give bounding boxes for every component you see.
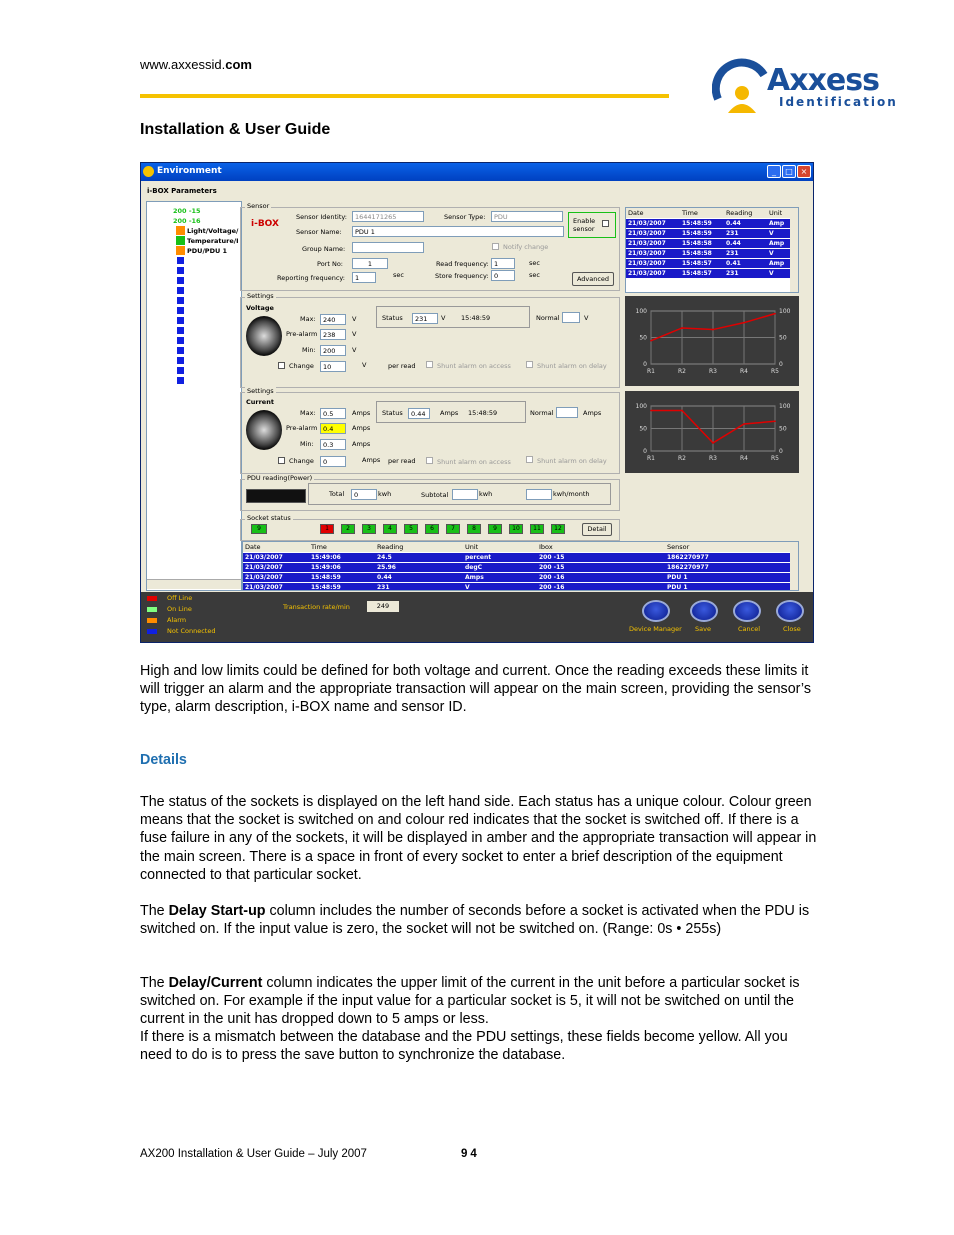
page-number: 94 bbox=[461, 1148, 480, 1160]
total-label: Total bbox=[329, 490, 345, 498]
table-cell: Amps bbox=[465, 574, 484, 581]
tree-node-pdu[interactable]: PDU/PDU 1 bbox=[187, 247, 228, 255]
data-point bbox=[712, 442, 714, 444]
bottom-panel bbox=[141, 592, 813, 642]
notify-checkbox[interactable] bbox=[492, 243, 499, 250]
bold-term: Delay/Current bbox=[168, 975, 263, 991]
table-cell: 15:49:06 bbox=[311, 554, 341, 561]
url-suffix: com bbox=[225, 57, 252, 72]
table-cell: 200 -16 bbox=[539, 584, 565, 591]
col-reading: Reading bbox=[377, 543, 404, 551]
table-row[interactable] bbox=[243, 563, 798, 573]
transactions-scrollbar[interactable] bbox=[790, 542, 799, 591]
table-row[interactable] bbox=[626, 239, 798, 249]
table-cell: 0.41 bbox=[726, 260, 741, 267]
v-max-label: Max: bbox=[300, 315, 316, 323]
y-tick-label-left: 100 bbox=[635, 403, 647, 410]
bold-term: Delay Start-up bbox=[168, 903, 266, 919]
c-max-field[interactable]: 0.5 bbox=[320, 408, 346, 419]
environment-window bbox=[140, 162, 814, 643]
legend-label: On Line bbox=[167, 605, 192, 613]
table-cell: 15:48:59 bbox=[311, 574, 341, 581]
ibox-tree[interactable] bbox=[146, 201, 242, 591]
v-change-label: Change bbox=[289, 362, 314, 370]
col-unit: Unit bbox=[769, 209, 783, 217]
voltage-legend: Settings bbox=[247, 292, 274, 300]
v-shunt-access-label: Shunt alarm on access bbox=[437, 362, 511, 370]
table-cell: 15:48:59 bbox=[311, 584, 341, 591]
v-status-field: 231 bbox=[412, 313, 438, 324]
c-shunt-access-label: Shunt alarm on access bbox=[437, 458, 511, 466]
y-tick-label-left: 50 bbox=[639, 425, 647, 433]
v-status-label: Status bbox=[382, 314, 403, 322]
legend-swatch bbox=[147, 618, 157, 623]
device-manager-label: Device Manager bbox=[629, 625, 682, 633]
data-point bbox=[650, 410, 652, 412]
v-shunt-delay-label: Shunt alarm on delay bbox=[537, 362, 607, 370]
table-cell: 15:48:58 bbox=[682, 240, 712, 247]
y-tick-label-left: 0 bbox=[643, 448, 647, 455]
socket-square-icon bbox=[176, 286, 185, 295]
window-title: Environment bbox=[157, 166, 222, 176]
v-max-unit: V bbox=[352, 315, 357, 323]
col-time: Time bbox=[682, 209, 698, 217]
v-min-label: Min: bbox=[302, 346, 316, 354]
table-cell: 200 -15 bbox=[539, 554, 565, 561]
table-cell: 0.44 bbox=[726, 220, 741, 227]
v-min-field[interactable]: 200 bbox=[320, 345, 346, 356]
logo-wordmark: Axxess bbox=[767, 63, 879, 98]
legend-swatch bbox=[147, 596, 157, 601]
status-square-icon bbox=[176, 226, 185, 235]
table-cell: 21/03/2007 bbox=[245, 574, 283, 581]
port-field[interactable]: 1 bbox=[352, 258, 388, 269]
reporting-label: Reporting frequency: bbox=[277, 274, 345, 282]
table-row[interactable] bbox=[626, 219, 798, 229]
advanced-button[interactable]: Advanced bbox=[572, 272, 614, 286]
name-field[interactable]: PDU 1 bbox=[352, 226, 564, 237]
total-kwh: kwh bbox=[378, 490, 392, 498]
socket-7[interactable]: 7 bbox=[446, 524, 460, 534]
table-cell: percent bbox=[465, 554, 492, 561]
data-point bbox=[681, 410, 683, 412]
page-title: Installation & User Guide bbox=[140, 121, 331, 138]
y-tick-label-left: 0 bbox=[643, 361, 647, 368]
store-sec: sec bbox=[529, 271, 540, 279]
v-status-time: 15:48:59 bbox=[461, 314, 491, 322]
socket-square-icon bbox=[176, 266, 185, 275]
enable-sensor-checkbox[interactable] bbox=[602, 220, 609, 227]
table-row[interactable] bbox=[626, 269, 798, 279]
table-cell: 21/03/2007 bbox=[628, 220, 666, 227]
pdu-legend: PDU reading(Power) bbox=[247, 474, 313, 482]
socket-8[interactable]: 8 bbox=[467, 524, 481, 534]
subtotal-label: Subtotal bbox=[421, 491, 449, 499]
paragraph-limits: High and low limits could be defined for both voltage and current. Once the reading exceeds these limits it will trigger an alarm and the appropriate transaction will appear on the main screen, providing the sensor’s type, alarm description, i-BOX name and sensor ID. bbox=[140, 663, 811, 716]
y-tick-label-right: 50 bbox=[779, 425, 787, 433]
x-tick-label: R2 bbox=[678, 368, 686, 375]
v-min-unit: V bbox=[352, 346, 357, 354]
transactions-header bbox=[243, 542, 798, 552]
minimize-button[interactable]: _ bbox=[767, 165, 781, 178]
table-cell: 231 bbox=[726, 270, 739, 277]
c-min-unit: Amps bbox=[352, 440, 371, 448]
legend-label: Off Line bbox=[167, 594, 193, 602]
c-min-label: Min: bbox=[300, 440, 314, 448]
month-unit: kwh/month bbox=[553, 490, 590, 498]
table-cell: V bbox=[769, 270, 774, 277]
table-cell: 1862270977 bbox=[667, 554, 709, 561]
voltage-chart-svg bbox=[625, 296, 799, 386]
v-change-field[interactable]: 10 bbox=[320, 361, 346, 372]
type-field[interactable]: PDU bbox=[491, 211, 563, 222]
table-row[interactable] bbox=[243, 583, 798, 591]
status-square-icon bbox=[176, 246, 185, 255]
ibox-parameters-label: i-BOX Parameters bbox=[147, 187, 217, 195]
v-shunt-delay-checkbox[interactable] bbox=[526, 361, 533, 368]
text: column indicates the upper limit of the current in the unit before a particular socket is switched on. For example if the input value for a particular socket is 5, it will not be switched on until the current in the unit has dropped down to 5 amps or less. bbox=[140, 975, 800, 1028]
v-normal-field[interactable] bbox=[562, 312, 580, 323]
socket-square-icon bbox=[176, 276, 185, 285]
group-label: Group Name: bbox=[302, 245, 346, 253]
paragraph-delay-startup bbox=[140, 902, 820, 938]
cancel-label: Cancel bbox=[738, 625, 761, 633]
pdu-lcd-display bbox=[246, 489, 306, 503]
socket-summary: 9 bbox=[251, 524, 267, 534]
legend-label: Not Connected bbox=[167, 627, 216, 635]
c-shunt-delay-checkbox[interactable] bbox=[526, 456, 533, 463]
subtotal-kwh: kwh bbox=[479, 490, 493, 498]
text: The bbox=[140, 903, 169, 919]
v-prealarm-unit: V bbox=[352, 330, 357, 338]
ibox-brand: i-BOX bbox=[251, 219, 279, 229]
transactions-table[interactable] bbox=[242, 541, 799, 591]
logo-subtitle: Identification bbox=[779, 95, 898, 109]
detail-button[interactable]: Detail bbox=[582, 523, 612, 536]
text: column includes the number of seconds before a socket is activated when the PDU is switched on. If the input value is zero, the socket will not be switched on. (Range: 0s • 255s) bbox=[140, 903, 810, 938]
socket-square-icon bbox=[176, 256, 185, 265]
window-titlebar bbox=[141, 163, 813, 181]
table-row[interactable] bbox=[243, 573, 798, 583]
table-cell: 0.44 bbox=[377, 574, 392, 581]
c-normal-field[interactable] bbox=[556, 407, 578, 418]
tree-scrollbar[interactable] bbox=[147, 579, 241, 589]
x-tick-label: R3 bbox=[709, 455, 717, 462]
y-tick-label-right: 0 bbox=[779, 448, 783, 455]
close-button[interactable] bbox=[776, 600, 804, 622]
c-max-unit: Amps bbox=[352, 409, 371, 417]
identity-label: Sensor Identity: bbox=[296, 213, 347, 221]
table-cell: 1862270977 bbox=[667, 564, 709, 571]
table-cell: 24.5 bbox=[377, 554, 392, 561]
x-tick-label: R5 bbox=[771, 368, 779, 375]
close-label: Close bbox=[783, 625, 801, 633]
legend-label: Alarm bbox=[167, 616, 187, 624]
socket-square-icon bbox=[176, 346, 185, 355]
current-gauge-icon bbox=[246, 410, 282, 450]
socket-square-icon bbox=[176, 336, 185, 345]
enable-sensor-label: Enable sensor bbox=[573, 217, 596, 233]
type-label: Sensor Type: bbox=[444, 213, 486, 221]
table-cell: 25.96 bbox=[377, 564, 396, 571]
table-cell: PDU 1 bbox=[667, 574, 688, 581]
read-sec: sec bbox=[529, 259, 540, 267]
x-tick-label: R3 bbox=[709, 368, 717, 375]
footer-text: AX200 Installation & User Guide – July 2007 bbox=[140, 1148, 367, 1160]
socket-square-icon bbox=[176, 376, 185, 385]
socket-square-icon bbox=[176, 306, 185, 315]
table-cell: 21/03/2007 bbox=[628, 230, 666, 237]
device-manager-button[interactable] bbox=[642, 600, 670, 622]
save-label: Save bbox=[695, 625, 711, 633]
v-max-field[interactable]: 240 bbox=[320, 314, 346, 325]
subtotal-field bbox=[452, 489, 478, 500]
col-date: Date bbox=[245, 543, 261, 551]
table-cell: Amp bbox=[769, 220, 785, 227]
table-cell: 15:48:57 bbox=[682, 270, 712, 277]
v-status-unit: V bbox=[441, 314, 446, 322]
voltage-gauge-icon bbox=[246, 316, 282, 356]
socket-10[interactable]: 10 bbox=[509, 524, 523, 534]
socket-square-icon bbox=[176, 356, 185, 365]
header-divider bbox=[140, 94, 669, 98]
col-date: Date bbox=[628, 209, 644, 217]
table-cell: 231 bbox=[726, 230, 739, 237]
readings-table-header bbox=[626, 208, 798, 218]
voltage-chart bbox=[625, 296, 799, 386]
read-field[interactable]: 1 bbox=[491, 258, 515, 269]
v-normal-label: Normal bbox=[536, 314, 560, 322]
save-button[interactable] bbox=[690, 600, 718, 622]
y-tick-label-left: 100 bbox=[635, 308, 647, 315]
x-tick-label: R2 bbox=[678, 455, 686, 462]
transaction-rate-label: Transaction rate/min bbox=[283, 603, 350, 611]
col-sensor: Sensor bbox=[667, 543, 690, 551]
table-cell: 21/03/2007 bbox=[628, 240, 666, 247]
header-url[interactable] bbox=[140, 57, 252, 72]
total-field: 0 bbox=[351, 489, 377, 500]
socket-square-icon bbox=[176, 296, 185, 305]
table-cell: degC bbox=[465, 564, 483, 571]
tree-node-200-15[interactable]: 200 -15 bbox=[173, 207, 201, 215]
store-field[interactable]: 0 bbox=[491, 270, 515, 281]
reporting-sec: sec bbox=[393, 271, 404, 279]
c-per-read: per read bbox=[388, 457, 416, 465]
table-cell: 21/03/2007 bbox=[245, 554, 283, 561]
c-min-field[interactable]: 0.3 bbox=[320, 439, 346, 450]
table-cell: 21/03/2007 bbox=[628, 270, 666, 277]
c-status-time: 15:48:59 bbox=[468, 409, 498, 417]
axxess-logo-icon bbox=[712, 55, 770, 115]
sensor-legend: Sensor bbox=[247, 202, 270, 210]
legend-swatch bbox=[147, 629, 157, 634]
c-prealarm-unit: Amps bbox=[352, 424, 371, 432]
paragraph-delay-current bbox=[140, 974, 820, 1029]
table-cell: 231 bbox=[377, 584, 390, 591]
table-cell: PDU 1 bbox=[667, 584, 688, 591]
table-cell: 231 bbox=[726, 250, 739, 257]
tree-node-light[interactable]: Light/Voltage/ bbox=[187, 227, 239, 235]
data-point bbox=[774, 313, 776, 315]
x-tick-label: R1 bbox=[647, 455, 655, 462]
socket-4[interactable]: 4 bbox=[383, 524, 397, 534]
table-cell: 0.44 bbox=[726, 240, 741, 247]
table-row[interactable] bbox=[626, 249, 798, 259]
socket-square-icon bbox=[176, 326, 185, 335]
port-label: Port No: bbox=[317, 260, 343, 268]
x-tick-label: R5 bbox=[771, 455, 779, 462]
c-status-label: Status bbox=[382, 409, 403, 417]
reporting-field[interactable]: 1 bbox=[352, 272, 376, 283]
socket-6[interactable]: 6 bbox=[425, 524, 439, 534]
socket-3[interactable]: 3 bbox=[362, 524, 376, 534]
v-prealarm-label: Pre-alarm bbox=[286, 330, 318, 338]
y-tick-label-right: 50 bbox=[779, 334, 787, 342]
cancel-button[interactable] bbox=[733, 600, 761, 622]
app-icon bbox=[143, 166, 154, 177]
v-change-checkbox[interactable] bbox=[278, 362, 285, 369]
c-change-checkbox[interactable] bbox=[278, 457, 285, 464]
y-tick-label-right: 0 bbox=[779, 361, 783, 368]
data-point bbox=[774, 421, 776, 423]
transaction-rate-value: 249 bbox=[367, 601, 399, 612]
table-cell: 15:48:59 bbox=[682, 230, 712, 237]
table-cell: 15:48:58 bbox=[682, 250, 712, 257]
tree-node-200-16[interactable]: 200 -16 bbox=[173, 217, 201, 225]
c-normal-unit: Amps bbox=[583, 409, 602, 417]
c-change-unit: Amps bbox=[362, 456, 381, 464]
store-label: Store frequency: bbox=[435, 272, 489, 280]
c-status-field: 0.44 bbox=[408, 408, 430, 419]
notify-label: Notify change bbox=[503, 243, 549, 251]
x-tick-label: R1 bbox=[647, 368, 655, 375]
read-label: Read frequency: bbox=[436, 260, 489, 268]
current-chart-svg bbox=[625, 391, 799, 473]
y-tick-label-left: 50 bbox=[639, 334, 647, 342]
table-cell: 15:48:57 bbox=[682, 260, 712, 267]
table-row[interactable] bbox=[243, 553, 798, 563]
c-change-field[interactable]: 0 bbox=[320, 456, 346, 467]
table-cell: 21/03/2007 bbox=[245, 564, 283, 571]
data-point bbox=[681, 327, 683, 329]
table-cell: 21/03/2007 bbox=[628, 250, 666, 257]
socket-1[interactable]: 1 bbox=[320, 524, 334, 534]
table-row[interactable] bbox=[626, 259, 798, 269]
table-cell: Amp bbox=[769, 260, 785, 267]
table-cell: V bbox=[769, 250, 774, 257]
v-change-unit: V bbox=[362, 361, 367, 369]
table-cell: 15:49:06 bbox=[311, 564, 341, 571]
y-tick-label-right: 100 bbox=[779, 308, 791, 315]
c-status-unit: Amps bbox=[440, 409, 459, 417]
table-cell: Amp bbox=[769, 240, 785, 247]
paragraph-socket-status: The status of the sockets is displayed on the left hand side. Each status has a unique colour. Colour green means that the socket is switched on and colour red indicates that the socket is switched off. If there is a fuse failure in any of the sockets, it will be displayed in amber and the appropriate transaction will appear in the main screen. There is a space in front of every socket to enter a brief description of the equipment connected to that particular socket. bbox=[140, 794, 817, 883]
socket-11[interactable]: 11 bbox=[530, 524, 544, 534]
v-prealarm-field[interactable]: 238 bbox=[320, 329, 346, 340]
data-point bbox=[743, 322, 745, 324]
group-field[interactable] bbox=[352, 242, 424, 253]
col-unit: Unit bbox=[465, 543, 479, 551]
v-per-read: per read bbox=[388, 362, 416, 370]
c-change-label: Change bbox=[289, 457, 314, 465]
data-point bbox=[712, 329, 714, 331]
socket-square-icon bbox=[176, 316, 185, 325]
c-normal-label: Normal bbox=[530, 409, 554, 417]
c-max-label: Max: bbox=[300, 409, 316, 417]
month-field bbox=[526, 489, 552, 500]
socket-5[interactable]: 5 bbox=[404, 524, 418, 534]
socket-12[interactable]: 12 bbox=[551, 524, 565, 534]
table-row[interactable] bbox=[626, 229, 798, 239]
table-cell: 15:48:59 bbox=[682, 220, 712, 227]
data-point bbox=[743, 423, 745, 425]
table-cell: 200 -16 bbox=[539, 574, 565, 581]
tree-node-temperature[interactable]: Temperature/I bbox=[187, 237, 239, 245]
x-tick-label: R4 bbox=[740, 455, 748, 462]
readings-scrollbar[interactable] bbox=[790, 208, 799, 293]
c-prealarm-label: Pre-alarm bbox=[286, 424, 318, 432]
current-legend: Settings bbox=[247, 387, 274, 395]
col-reading: Reading bbox=[726, 209, 753, 217]
identity-field[interactable]: 1644171265 bbox=[352, 211, 424, 222]
close-window-button[interactable]: × bbox=[797, 165, 811, 178]
maximize-button[interactable]: □ bbox=[782, 165, 796, 178]
c-prealarm-field[interactable]: 0.4 bbox=[320, 423, 346, 434]
details-heading: Details bbox=[140, 752, 187, 768]
legend-swatch bbox=[147, 607, 157, 612]
v-normal-unit: V bbox=[584, 314, 589, 322]
socket-9[interactable]: 9 bbox=[488, 524, 502, 534]
table-cell: 21/03/2007 bbox=[245, 584, 283, 591]
col-ibox: Ibox bbox=[539, 543, 553, 551]
socket-2[interactable]: 2 bbox=[341, 524, 355, 534]
text: The bbox=[140, 975, 169, 991]
col-time: Time bbox=[311, 543, 327, 551]
table-cell: V bbox=[465, 584, 470, 591]
y-tick-label-right: 100 bbox=[779, 403, 791, 410]
current-chart bbox=[625, 391, 799, 473]
name-label: Sensor Name: bbox=[296, 228, 342, 236]
status-square-icon bbox=[176, 236, 185, 245]
url-prefix: www.axxessid. bbox=[140, 57, 226, 72]
v-shunt-access-checkbox[interactable] bbox=[426, 361, 433, 368]
socket-legend: Socket status bbox=[247, 514, 291, 522]
voltage-title: Voltage bbox=[246, 304, 274, 312]
table-cell: 21/03/2007 bbox=[628, 260, 666, 267]
current-title: Current bbox=[246, 398, 274, 406]
readings-table[interactable] bbox=[625, 207, 799, 293]
c-shunt-delay-label: Shunt alarm on delay bbox=[537, 457, 607, 465]
data-point bbox=[650, 340, 652, 342]
paragraph-mismatch: If there is a mismatch between the database and the PDU settings, these fields become yellow. All you need to do is to press the save button to synchronize the database. bbox=[140, 1029, 788, 1064]
c-shunt-access-checkbox[interactable] bbox=[426, 457, 433, 464]
x-tick-label: R4 bbox=[740, 368, 748, 375]
table-cell: 200 -15 bbox=[539, 564, 565, 571]
table-cell: V bbox=[769, 230, 774, 237]
socket-square-icon bbox=[176, 366, 185, 375]
